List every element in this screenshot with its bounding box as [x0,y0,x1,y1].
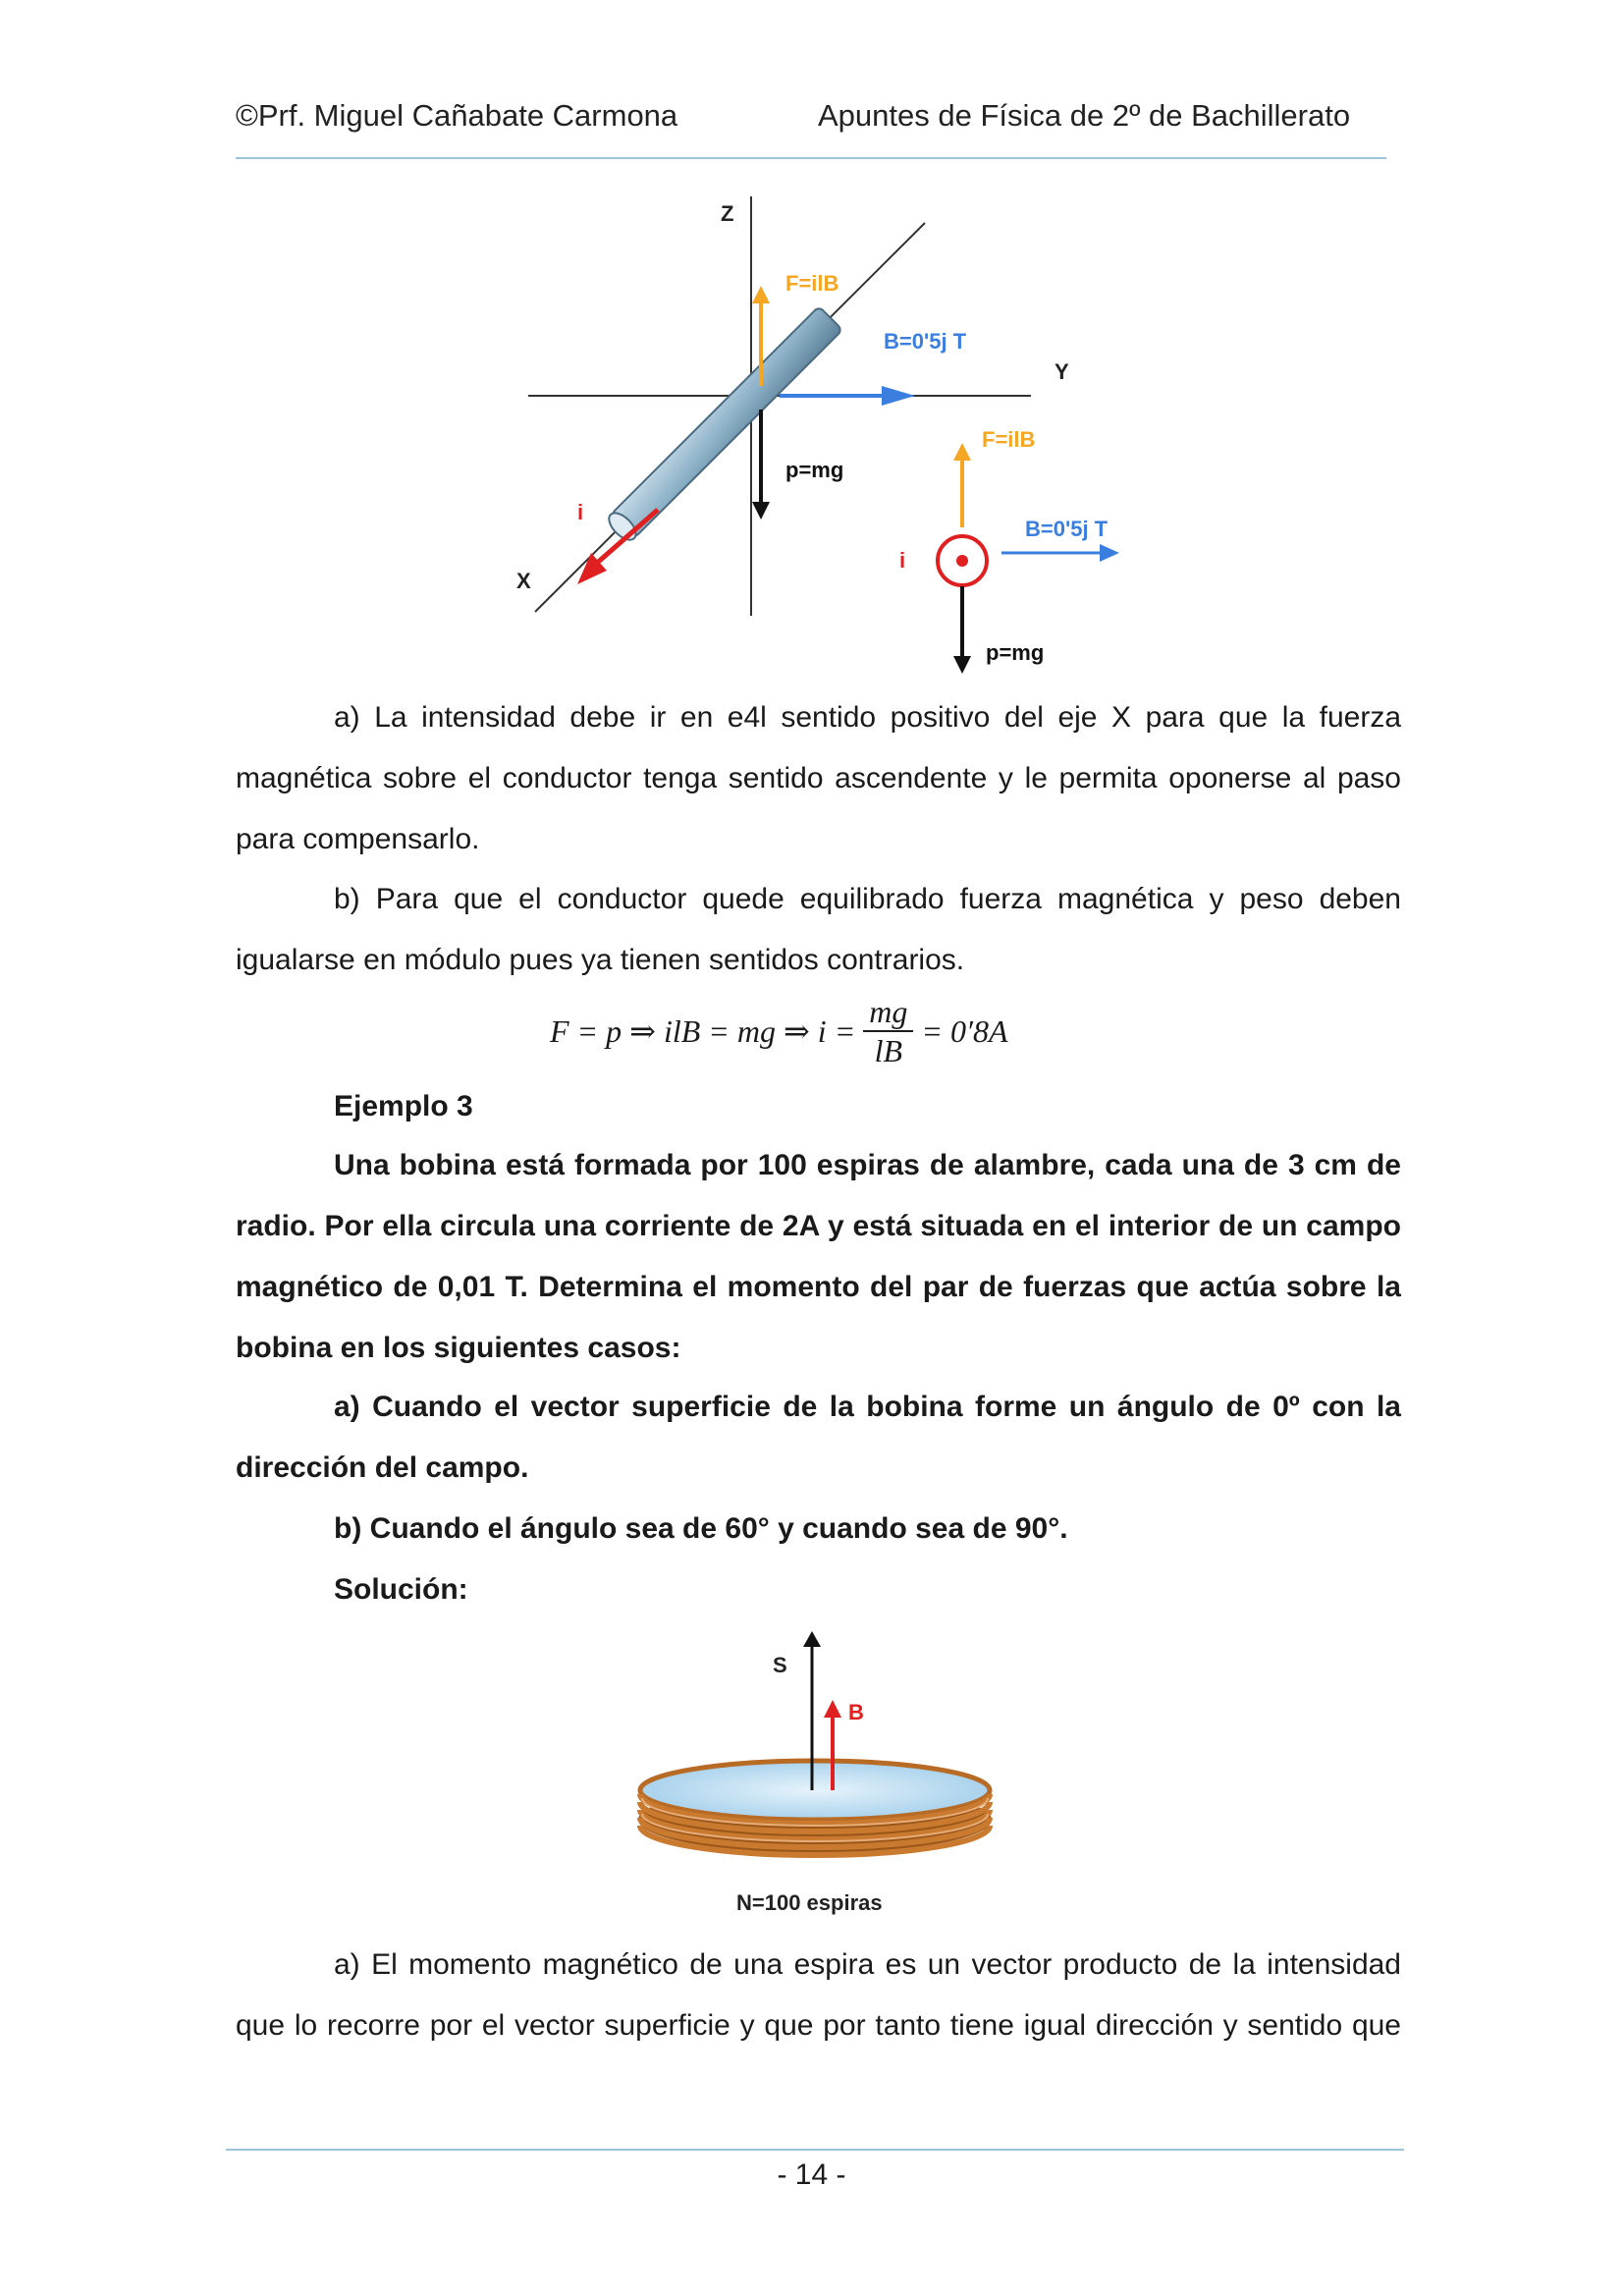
conductor-force-diagram [516,191,1149,683]
example-title: Ejemplo 3 [334,1090,473,1122]
field-label: B=0'5j T [884,329,967,354]
paragraph-a-line1: a) La intensidad debe ir en e4l sentido positivo del eje X para que la fuerza [334,701,1401,734]
inset-field-label: B=0'5j T [1025,517,1109,541]
formula-denominator: lB [874,1033,903,1068]
formula-fraction [863,995,913,1067]
weight-label: p=mg [785,458,844,482]
force-label: F=ilB [785,271,839,296]
equilibrium-formula [550,992,1008,1070]
statement-line4: bobina en los siguientes casos: [236,1332,681,1364]
inset-force-label: F=ilB [982,427,1036,452]
question-a-line1: a) Cuando el vector superficie de la bobina forme un ángulo de 0º con la [334,1391,1401,1423]
answer-line2: que lo recorre por el vector superficie y que por tanto tiene igual dirección y sentido que [236,2009,1401,2042]
conductor-rod [605,306,843,545]
paragraph-b-line2: igualarse en módulo pues ya tienen sentidos contrarios. [236,944,965,976]
formula-numerator: mg [863,995,913,1032]
x-axis-label: X [516,569,531,593]
question-b: b) Cuando el ángulo sea de 60° y cuando sea de 90°. [334,1512,1068,1545]
formula-right: = 0′8A [921,1012,1008,1049]
y-axis-label: Y [1055,359,1069,384]
coil-surface [640,1761,990,1820]
formula-left: F = p ⇒ ilB = mg ⇒ i = [550,1013,856,1049]
inset-current-label: i [899,548,906,573]
coil-diagram [628,1625,1021,1930]
field-arrowhead [882,386,915,406]
z-axis-label: Z [721,201,734,226]
question-a-line2: dirección del campo. [236,1451,529,1484]
header-title: Apuntes de Física de 2º de Bachillerato [818,98,1351,133]
inset-field-arrowhead [1100,544,1119,562]
paragraph-a-line3: para compensarlo. [236,823,480,855]
solution-heading: Solución: [334,1573,468,1606]
paragraph-b-line1: b) Para que el conductor quede equilibrado fuerza magnética y peso deben [334,883,1401,915]
inset-weight-label: p=mg [986,640,1045,665]
inset-weight-arrowhead [953,656,971,674]
answer-line1: a) El momento magnético de una espira es un vector producto de la intensidad [334,1948,1401,1981]
header-author: ©Prf. Miguel Cañabate Carmona [236,98,678,133]
surface-vector-label: S [773,1653,787,1677]
surface-vector-arrowhead [803,1631,821,1647]
statement-line2: radio. Por ella circula una corriente de 2A y está situada en el interior de un campo [236,1210,1401,1242]
field-vector-label: B [848,1700,864,1724]
current-label: i [577,500,584,524]
statement-line1: Una bobina está formada por 100 espiras de alambre, cada una de 3 cm de [334,1149,1401,1181]
current-dot-icon [956,555,968,567]
inset-force-arrowhead [953,443,971,461]
paragraph-a-line2: magnética sobre el conductor tenga sentido ascendente y le permita oponerse al paso [236,762,1401,794]
header-divider [236,157,1386,159]
statement-line3: magnético de 0,01 T. Determina el momento del par de fuerzas que actúa sobre la [236,1271,1401,1303]
coil-turns-label: N=100 espiras [736,1890,883,1915]
force-arrowhead [752,286,770,303]
field-vector-arrowhead [824,1700,841,1718]
page-number: - 14 - [777,2159,846,2191]
footer-divider [226,2149,1404,2151]
weight-arrowhead [752,502,770,519]
